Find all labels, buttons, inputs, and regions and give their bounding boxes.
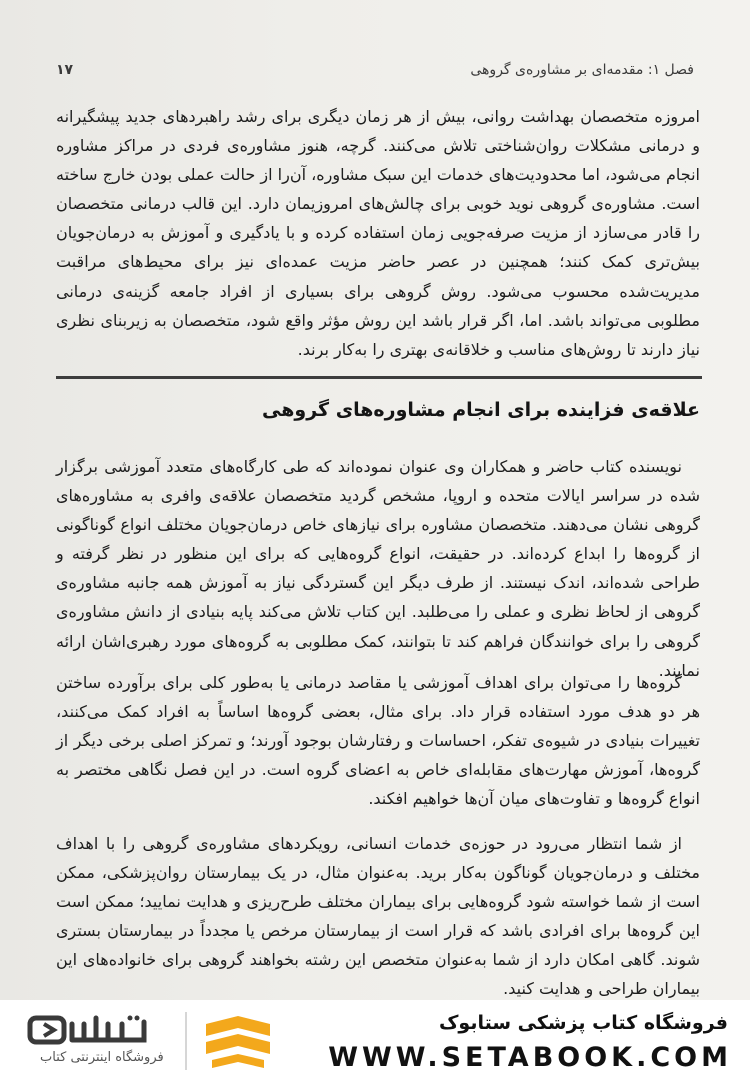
section-paragraph-3 — [56, 829, 700, 1000]
logo-subtitle: فروشگاه اینترنتی کتاب — [40, 1050, 164, 1065]
running-head — [56, 62, 694, 88]
store-url-link[interactable]: WWW.SETABOOK.COM — [328, 1042, 732, 1073]
section-paragraph-1 — [56, 452, 700, 685]
store-footer-banner — [0, 1000, 750, 1080]
intro-paragraph — [56, 102, 700, 364]
chapter-title: فصل ۱: مقدمه‌ای بر مشاوره‌ی گروهی — [470, 62, 694, 78]
paragraph-text: نویسنده کتاب حاضر و همکاران وی عنوان نموده‌اند که طی کارگاه‌های متعدد آموزشی برگزار شده در سراسر ایالات متحده و اروپا، مشخص گردید متخصصان علاقه‌ی وافری به مشاوره‌های گروهی نشان می‌دهند. متخصصان مشاوره برای نیازهای خاص درمان‌جویان مختلف انواع گوناگونی از گروه‌ها را ابداع کرده‌اند. در حقیقت، انواع گروه‌هایی که برای این منظور در نظر گرفته و طراحی شده‌اند، اندک نیستند. از طرف دیگر این گستردگی نیاز به آموزش همه جانبه مشاوره‌ی گروهی از لحاظ نظری و عملی را می‌طلبد. این کتاب تلاش می‌کند پایه بنیادی از دانش مشاوره‌ی گروهی را برای خوانندگان فراهم کند تا بتوانند، کمک مطلوبی به گروه‌های مورد رهبری‌اشان ارائه نمایند. — [56, 457, 700, 680]
logo-wordmark-icon — [26, 1010, 176, 1048]
store-logo[interactable] — [26, 1010, 176, 1048]
page-number: ۱۷ — [56, 62, 74, 78]
section-paragraph-2 — [56, 668, 700, 813]
paragraph-text: از شما انتظار می‌رود در حوزه‌ی خدمات انسانی، رویکردهای مشاوره‌ی گروهی را با اهداف مختلف و درمان‌جویان گوناگون به‌کار برید. به‌عنوان مثال، در یک بیمارستان روان‌پزشکی، ممکن است از شما خواسته شود گروه‌هایی برای بیماران مختلف طرح‌ریزی و هدایت نمایید؛ ممکن است این گروه‌ها برای افرادی باشد که قرار است از بیمارستان مرخص یا مجدداً در بیمارستان بستری شوند. گاهی امکان دارد از شما به‌عنوان متخصص این رشته بخواهند گروهی برای خانواده‌های این بیماران طراحی و هدایت کنید. — [56, 834, 700, 999]
store-name: فروشگاه کتاب پزشکی ستابوک — [438, 1012, 728, 1034]
setabook-chevron-icon — [198, 1014, 278, 1070]
section-heading: علاقه‌ی فزاینده برای انجام مشاوره‌های گروهی — [262, 399, 700, 421]
paragraph-text: گروه‌ها را می‌توان برای اهداف آموزشی یا مقاصد درمانی یا به‌طور کلی برای برآورده ساختن هر دو هدف مورد استفاده قرار داد. برای مثال، بعضی گروه‌ها اساساً به افراد کمک می‌کنند، تغییرات بنیادی در شیوه‌ی تفکر، احساسات و رفتارشان بوجود آورند؛ و تمرکز اصلی برخی دیگر از گروه‌ها، آموزش مهارت‌های مقابله‌ای خاص به اعضای گروه است. در این فصل نگاهی مختصر به انواع گروه‌ها و تفاوت‌های میان آن‌ها خواهیم افکند. — [56, 673, 700, 809]
section-divider — [56, 376, 702, 379]
logo-divider — [185, 1012, 187, 1070]
intro-paragraph-text: امروزه متخصصان بهداشت روانی، بیش از هر زمان دیگری برای رشد راهبردهای جدید پیشگیرانه و درمانی مشکلات روان‌شناختی تلاش می‌کنند. گرچه، هنوز مشاوره‌ی فردی در مراکز مشاوره انجام می‌شود، اما محدودیت‌های خدمات این سبک مشاوره، آن‌را از حالت عملی بودن خارج ساخته است. مشاوره‌ی گروهی نوید خوبی برای چالش‌های امروزیمان دارد. این قالب درمانی متخصصان را قادر می‌سازد از مزیت صرفه‌جویی زمان استفاده کرده و با یادگیری و آموزش به درمان‌جویان بیش‌تری کمک کنند؛ همچنین در عصر حاضر مزیت عمده‌ای نیز برای محیط‌های مراقبت مدیریت‌شده محسوب می‌شود. روش گروهی برای بسیاری از افراد جامعه گزینه‌ی درمانی مطلوبی می‌تواند باشد. اما، اگر قرار باشد این روش مؤثر واقع شود، متخصصان به زیربنای نظری نیاز دارند تا روش‌های مناسب و خلاقانه‌ی بهتری را به‌کار برند. — [56, 107, 700, 359]
